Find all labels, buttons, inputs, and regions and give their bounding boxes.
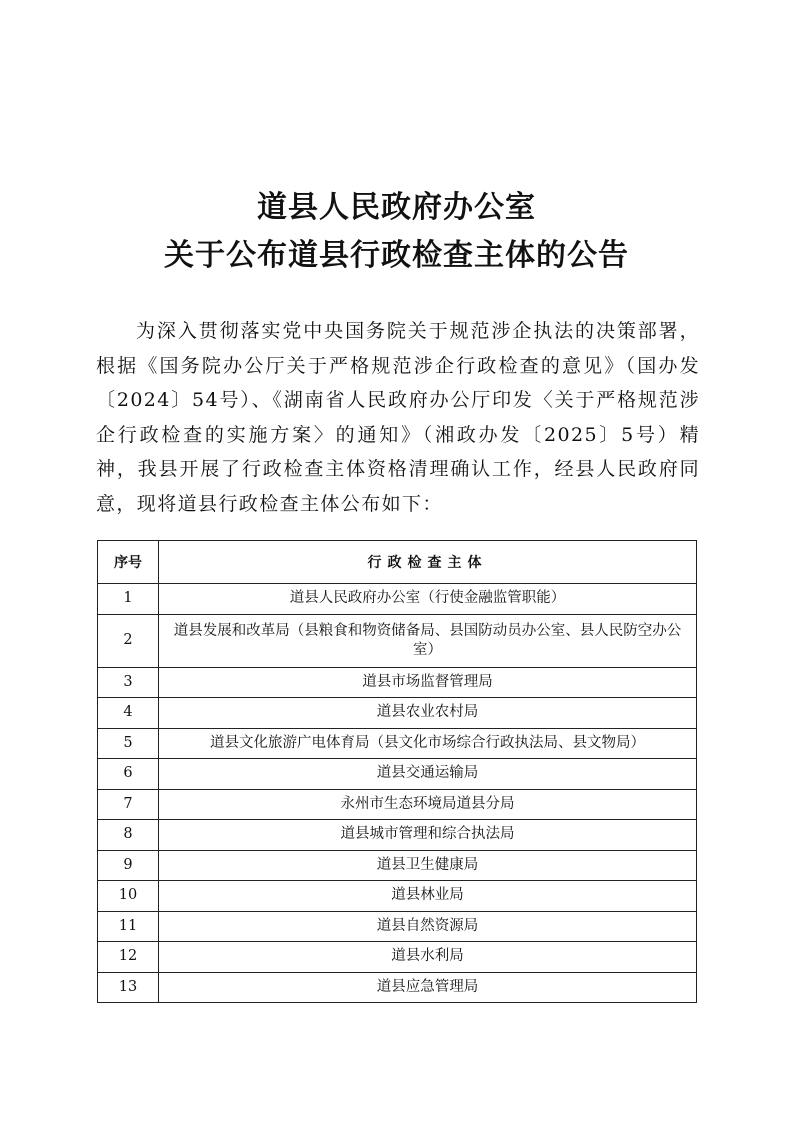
- row-subject: 道县林业局: [159, 881, 697, 912]
- row-number: 1: [98, 584, 159, 615]
- table-row: [98, 942, 697, 973]
- row-number: 2: [98, 614, 159, 667]
- table-row: [98, 881, 697, 912]
- inspection-subjects-table: [97, 540, 697, 1003]
- document-title-line-2: 关于公布道县行政检查主体的公告: [164, 238, 629, 273]
- table-row: [98, 820, 697, 851]
- document-title-line-1: 道县人民政府办公室: [257, 190, 536, 225]
- row-number: 4: [98, 698, 159, 729]
- row-number: 7: [98, 789, 159, 820]
- row-number: 12: [98, 942, 159, 973]
- table-row: [98, 667, 697, 698]
- row-subject: 道县城市管理和综合执法局: [159, 820, 697, 851]
- row-number: 9: [98, 850, 159, 881]
- row-subject: 道县发展和改革局（县粮食和物资储备局、县国防动员办公室、县人民防空办公室）: [159, 614, 697, 667]
- table-row: [98, 759, 697, 790]
- row-number: 5: [98, 728, 159, 759]
- table-row: [98, 789, 697, 820]
- document-body: [96, 314, 700, 521]
- row-subject: 道县交通运输局: [159, 759, 697, 790]
- row-number: 13: [98, 972, 159, 1003]
- table-row: [98, 614, 697, 667]
- row-number: 11: [98, 911, 159, 942]
- row-subject: 道县卫生健康局: [159, 850, 697, 881]
- row-subject: 道县文化旅游广电体育局（县文化市场综合行政执法局、县文物局）: [159, 728, 697, 759]
- row-subject: 道县人民政府办公室（行使金融监管职能）: [159, 584, 697, 615]
- header-inspection-subject: 行政检查主体: [159, 541, 697, 584]
- row-number: 6: [98, 759, 159, 790]
- table-row: [98, 911, 697, 942]
- row-subject: 道县农业农村局: [159, 698, 697, 729]
- row-number: 3: [98, 667, 159, 698]
- row-number: 8: [98, 820, 159, 851]
- table-row: [98, 698, 697, 729]
- table-row: [98, 972, 697, 1003]
- header-serial-number: 序号: [98, 541, 159, 584]
- row-subject: 道县水利局: [159, 942, 697, 973]
- row-subject: 道县应急管理局: [159, 972, 697, 1003]
- body-paragraph: 为深入贯彻落实党中央国务院关于规范涉企执法的决策部署，根据《国务院办公厅关于严格规范涉企行政检查的意见》（国办发〔2024〕54号）、《湖南省人民政府办公厅印发〈关于严格规范涉企行政检查的实施方案〉的通知》（湘政办发〔2025〕5号）精神，我县开展了行政检查主体资格清理确认工作，经县人民政府同意，现将道县行政检查主体公布如下：: [96, 320, 700, 515]
- table-row: [98, 850, 697, 881]
- row-subject: 道县市场监督管理局: [159, 667, 697, 698]
- table-row: [98, 728, 697, 759]
- table-header-row: [98, 541, 697, 584]
- row-subject: 道县自然资源局: [159, 911, 697, 942]
- row-subject: 永州市生态环境局道县分局: [159, 789, 697, 820]
- table-row: [98, 584, 697, 615]
- row-number: 10: [98, 881, 159, 912]
